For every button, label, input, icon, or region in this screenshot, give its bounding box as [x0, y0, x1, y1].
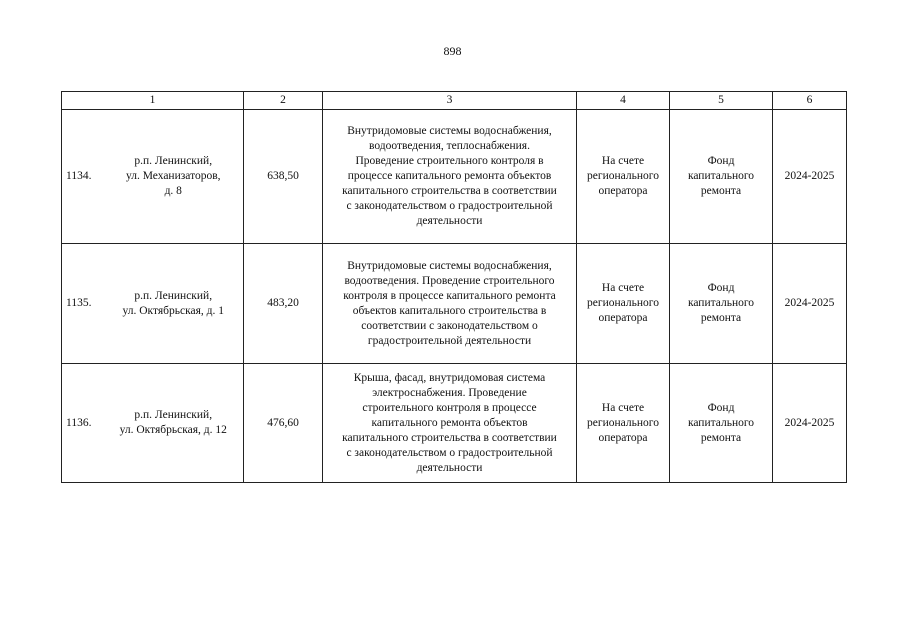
- area-cell: 483,20: [244, 244, 323, 364]
- works-line: объектов капитального строительства в: [352, 304, 547, 317]
- header-col-6: 6: [773, 92, 847, 110]
- area-cell: 476,60: [244, 364, 323, 483]
- period-cell: 2024-2025: [773, 244, 847, 364]
- area-cell: 638,50: [244, 110, 323, 244]
- period-cell: 2024-2025: [773, 110, 847, 244]
- account-line: регионального: [587, 297, 659, 309]
- works-cell: [323, 364, 577, 483]
- fund-line: капитального: [687, 297, 755, 309]
- account-cell: [577, 110, 670, 244]
- address-line: ул. Октябрьская, д. 1: [122, 304, 224, 317]
- works-line: капитального ремонта объектов: [371, 416, 528, 429]
- account-cell: [577, 244, 670, 364]
- works-line: Крыша, фасад, внутридомовая система: [353, 371, 546, 384]
- works-line: с законодательством о градостроительной: [346, 200, 553, 212]
- fund-line: Фонд: [707, 282, 735, 294]
- header-col-2: 2: [244, 92, 323, 110]
- works-line: Внутридомовые системы водоснабжения,: [347, 125, 552, 137]
- works-line: строительного контроля в процессе: [362, 401, 537, 414]
- account-line: На счете: [601, 155, 645, 167]
- account-line: оператора: [598, 185, 648, 197]
- row-number: 1136.: [62, 364, 104, 483]
- table-row: [62, 244, 847, 364]
- fund-line: Фонд: [707, 401, 735, 414]
- works-line: деятельности: [416, 461, 483, 474]
- works-line: соответствии с законодательством о: [361, 319, 538, 332]
- works-line: Внутридомовые системы водоснабжения,: [347, 259, 552, 272]
- works-line: водоотведения. Проведение строительного: [344, 274, 555, 287]
- table-row: [62, 110, 847, 244]
- header-col-5: 5: [670, 92, 773, 110]
- row-number: 1134.: [62, 110, 104, 244]
- fund-line: капитального: [687, 170, 755, 182]
- account-line: На счете: [601, 282, 645, 294]
- works-cell: [323, 110, 577, 244]
- address-line: ул. Октябрьская, д. 12: [119, 424, 227, 436]
- address-line: д. 8: [164, 185, 182, 197]
- fund-line: Фонд: [707, 155, 735, 167]
- header-col-1: 1: [62, 92, 244, 110]
- address-line: р.п. Ленинский,: [134, 409, 213, 421]
- capital-repair-table: [61, 91, 847, 483]
- works-line: градостроительной деятельности: [367, 334, 532, 347]
- header-col-4: 4: [577, 92, 670, 110]
- address-cell: [104, 244, 244, 364]
- works-line: с законодательством о градостроительной: [346, 446, 553, 459]
- works-cell: [323, 244, 577, 364]
- page-number: 898: [443, 44, 462, 58]
- fund-cell: [670, 364, 773, 483]
- period-cell: 2024-2025: [773, 364, 847, 483]
- fund-cell: [670, 244, 773, 364]
- fund-line: капитального: [687, 416, 755, 429]
- works-line: контроля в процессе капитального ремонта: [343, 289, 556, 302]
- works-line: деятельности: [416, 215, 483, 227]
- works-line: процессе капитального ремонта объектов: [347, 170, 552, 182]
- address-line: р.п. Ленинский,: [134, 155, 213, 167]
- account-cell: [577, 364, 670, 483]
- account-line: регионального: [587, 170, 659, 182]
- works-line: водоотведения, теплоснабжения.: [369, 140, 530, 152]
- address-line: р.п. Ленинский,: [134, 289, 213, 302]
- works-line: капитального строительства в соответствии: [342, 431, 557, 444]
- fund-line: ремонта: [700, 185, 742, 197]
- works-line: Проведение строительного контроля в: [355, 155, 544, 167]
- works-line: электроснабжения. Проведение: [372, 386, 527, 399]
- account-line: оператора: [598, 431, 648, 444]
- account-line: регионального: [587, 416, 659, 429]
- address-line: ул. Механизаторов,: [125, 170, 221, 182]
- address-cell: [104, 364, 244, 483]
- fund-line: ремонта: [700, 431, 742, 444]
- works-line: капитального строительства в соответствии: [342, 185, 557, 197]
- account-line: На счете: [601, 401, 645, 414]
- header-row: [62, 92, 847, 110]
- account-line: оператора: [598, 312, 648, 324]
- header-col-3: 3: [323, 92, 577, 110]
- fund-cell: [670, 110, 773, 244]
- row-number: 1135.: [62, 244, 104, 364]
- fund-line: ремонта: [700, 312, 742, 324]
- address-cell: [104, 110, 244, 244]
- table-row: [62, 364, 847, 483]
